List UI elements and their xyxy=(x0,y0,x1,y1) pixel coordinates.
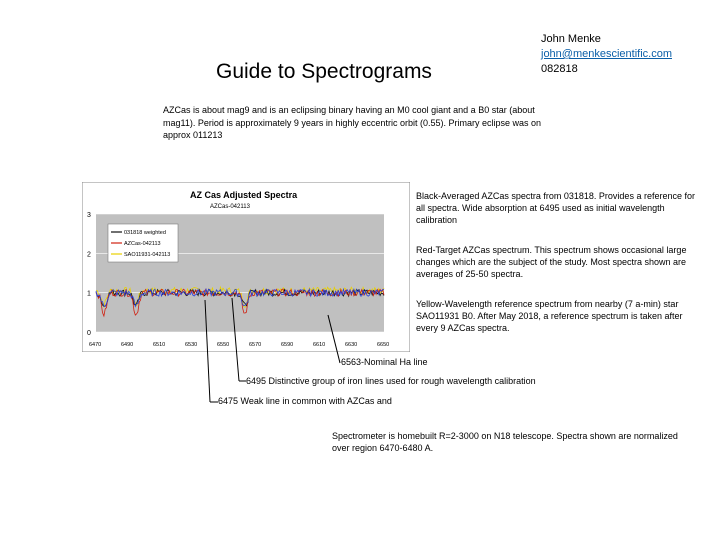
label-halpha: 6563-Nominal Ha line xyxy=(341,357,428,367)
x-tick-label: 6510 xyxy=(153,342,166,348)
chart-subtitle: AZCas-042113 xyxy=(210,204,250,210)
x-tick-label: 6490 xyxy=(121,342,134,348)
author-code: 082818 xyxy=(541,63,578,75)
line-weak-a xyxy=(205,300,210,402)
x-tick-label: 6610 xyxy=(313,342,326,348)
x-tick-label: 6570 xyxy=(249,342,262,348)
x-tick-label: 6590 xyxy=(281,342,294,348)
note-red: Red-Target AZCas spectrum. This spectrum shows occasional large changes which are the subject of the study. Most spectra shown are averages of 25-50 spectra. xyxy=(416,245,687,279)
x-tick-label: 6530 xyxy=(185,342,198,348)
y-tick-label: 3 xyxy=(87,212,91,219)
label-weak: 6475 Weak line in common with AZCas and xyxy=(218,396,392,406)
y-tick-label: 2 xyxy=(87,251,91,259)
note-black: Black-Averaged AZCas spectra from 031818. Provides a reference for all spectra. Wide absorption at 6495 used as initial wavelength calibration xyxy=(416,191,695,225)
intro-text: AZCas is about mag9 and is an eclipsing binary having an M0 cool giant and a B0 star (about mag11). Period is approximately 9 years in highly eccentric orbit (0.55). Primary eclipse was on approx 011213 xyxy=(163,105,541,140)
x-tick-label: 6650 xyxy=(377,342,390,348)
x-tick-label: 6630 xyxy=(345,342,358,348)
line-iron-a xyxy=(328,315,340,363)
legend-label-yellow: SAO11931-042113 xyxy=(124,252,171,258)
chart-title: AZ Cas Adjusted Spectra xyxy=(190,190,298,200)
y-tick-label: 1 xyxy=(87,290,91,298)
footer-text: Spectrometer is homebuilt R=2-3000 on N18 telescope. Spectra shown are normalized over region 6470-6480 A. xyxy=(332,431,678,453)
label-iron: 6495 Distinctive group of iron lines used for rough wavelength calibration xyxy=(246,376,536,386)
page-title: Guide to Spectrograms xyxy=(216,60,432,83)
note-yellow: Yellow-Wavelength reference spectrum from nearby (7 a-min) star SAO11931 B0. After May 2018, a reference spectrum is taken after every 9 AZCas spectra. xyxy=(416,299,683,333)
x-tick-label: 6470 xyxy=(89,342,102,348)
author-email-link[interactable]: john@menkescientific.com xyxy=(541,48,672,60)
author-name: John Menke xyxy=(541,33,601,45)
x-tick-label: 6550 xyxy=(217,342,230,348)
legend-label-black: 031818 weighted xyxy=(124,230,166,236)
legend-label-red: AZCas-042113 xyxy=(124,241,161,247)
line-halpha-a xyxy=(232,298,239,381)
y-tick-label: 0 xyxy=(87,330,91,337)
